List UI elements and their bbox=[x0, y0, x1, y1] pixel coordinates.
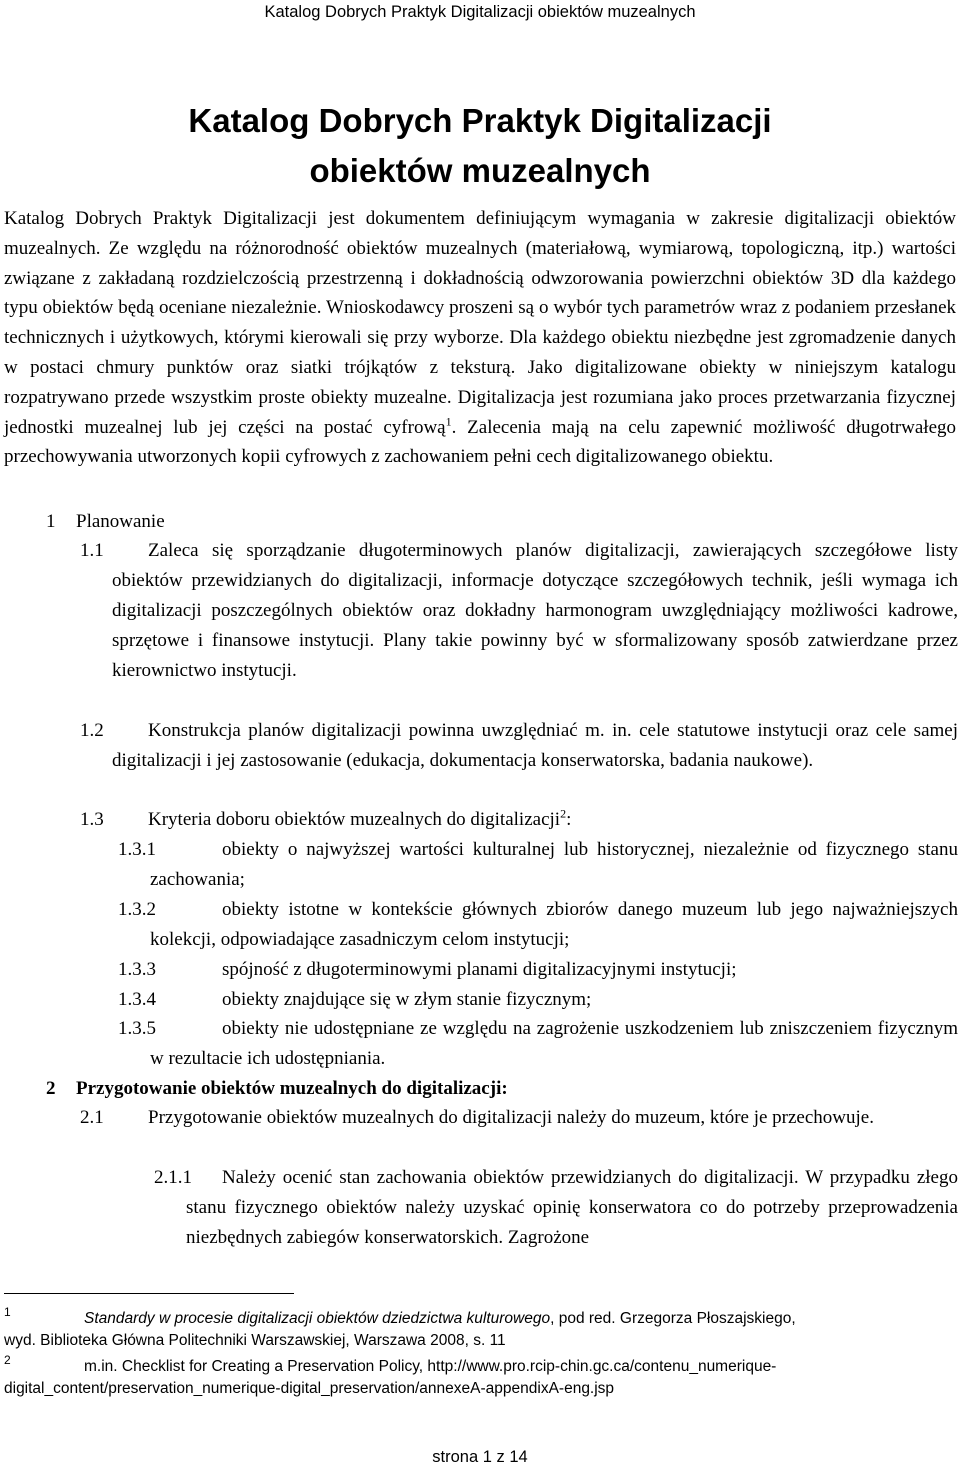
footnote-2 bbox=[4, 1353, 956, 1400]
footnote-1 bbox=[4, 1305, 956, 1352]
list-item-1-1 bbox=[80, 536, 958, 686]
section-number: 2 bbox=[46, 1078, 56, 1099]
footnote-separator bbox=[4, 1293, 294, 1294]
item-number: 1.3.2 bbox=[118, 899, 156, 920]
item-text: obiekty o najwyższej wartości kulturalnej lub historycznej, niezależnie od fizycznego stanu zachowania; bbox=[150, 839, 958, 890]
section-title: Planowanie bbox=[76, 511, 165, 532]
section-heading-1 bbox=[46, 507, 165, 537]
running-header: Katalog Dobrych Praktyk Digitalizacji obiektów muzealnych bbox=[264, 3, 696, 21]
footnote-ref-2[interactable]: 2 bbox=[560, 806, 567, 821]
list-item-1-3-5 bbox=[118, 1014, 958, 1074]
intro-text-part-2: . Zalecenia mają na celu zapewnić możliwość długotrwałego przechowywania utworzonych kopii cyfrowych z zachowaniem pełni cech digitalizowanego obiektu. bbox=[4, 416, 956, 468]
list-item-1-2 bbox=[80, 716, 958, 776]
item-text: obiekty znajdujące się w złym stanie fizycznym; bbox=[222, 989, 592, 1010]
item-number: 2.1 bbox=[80, 1107, 104, 1128]
list-item-2-1-1 bbox=[154, 1163, 958, 1253]
footnote-rest: , pod red. Grzegorza Płoszajskiego, bbox=[550, 1310, 796, 1327]
item-text: Zaleca się sporządzanie długoterminowych planów digitalizacji, zawierających szczegółowe listy obiektów przewidzianych do digitalizacji, informacje dotyczące szczegółowych technik, jeśli wymaga ich digitalizacji poszczególnych obiektów oraz dokładny harmonogram uwzględniający możliwości kadrowe, sprzętowe i finansowe instytucji. Plany takie powinny być w sformalizowany sposób zatwierdzane przez kierownictwo instytucji. bbox=[112, 540, 958, 681]
list-item-1-3 bbox=[80, 805, 958, 835]
item-text: Konstrukcja planów digitalizacji powinna uwzględniać m. in. cele statutowe instytucji oraz cele samej digitalizacji i jej zastosowanie (edukacja, dokumentacja konserwatorska, badania naukowe). bbox=[112, 720, 958, 771]
document-title bbox=[0, 96, 960, 196]
list-item-1-3-3 bbox=[118, 955, 958, 985]
item-number: 1.3 bbox=[80, 809, 104, 830]
document-title-line-2: obiektów muzealnych bbox=[309, 152, 651, 189]
item-number: 1.3.4 bbox=[118, 989, 156, 1010]
item-text-tail: : bbox=[566, 809, 572, 830]
footnote-line-2: digital_content/preservation_numerique-digital_preservation/annexeA-appendixA-eng.jsp bbox=[4, 1380, 615, 1397]
footnote-line-1 bbox=[4, 1308, 956, 1330]
item-text: Należy ocenić stan zachowania obiektów przewidzianych do digitalizacji. W przypadku złego stanu fizycznego obiektów należy uzyskać opinię konserwatora co do potrzeby przeprowadzenia niezbędnych zabiegów konserwatorskich. Zagrożone bbox=[186, 1167, 958, 1248]
intro-paragraph bbox=[4, 204, 956, 472]
item-number: 1.3.3 bbox=[118, 959, 156, 980]
section-title: Przygotowanie obiektów muzealnych do digitalizacji: bbox=[76, 1078, 508, 1099]
footnote-cited-title: Standardy w procesie digitalizacji obiektów dziedzictwa kulturowego bbox=[84, 1310, 551, 1327]
list-item-1-3-1 bbox=[118, 835, 958, 895]
document-title-line-1: Katalog Dobrych Praktyk Digitalizacji bbox=[188, 102, 772, 139]
footnote-ref-1[interactable]: 1 bbox=[445, 414, 452, 429]
item-number: 1.3.1 bbox=[118, 839, 156, 860]
item-text: obiekty istotne w kontekście głównych zbiorów danego muzeum lub jego najważniejszych kolekcji, odpowiadające zasadniczym celom instytucji; bbox=[150, 899, 958, 950]
section-number: 1 bbox=[46, 511, 56, 532]
item-number: 1.2 bbox=[80, 720, 104, 741]
footnote-mark: 1 bbox=[4, 1305, 11, 1319]
list-item-2-1 bbox=[80, 1103, 958, 1133]
item-number: 1.1 bbox=[80, 540, 104, 561]
item-text: Przygotowanie obiektów muzealnych do digitalizacji należy do muzeum, które je przechowuje. bbox=[148, 1107, 874, 1128]
item-text: Kryteria doboru obiektów muzealnych do digitalizacji bbox=[148, 809, 561, 830]
item-number: 1.3.5 bbox=[118, 1018, 156, 1039]
item-number: 2.1.1 bbox=[154, 1167, 192, 1188]
item-text: spójność z długoterminowymi planami digitalizacyjnymi instytucji; bbox=[222, 959, 737, 980]
footnote-line-1: m.in. Checklist for Creating a Preservation Policy, http://www.pro.rcip-chin.gc.ca/contenu_numerique- bbox=[84, 1358, 777, 1375]
footnote-line-2: wyd. Biblioteka Główna Politechniki Warszawskiej, Warszawa 2008, s. 11 bbox=[4, 1332, 506, 1349]
footnote-mark: 2 bbox=[4, 1353, 11, 1367]
list-item-1-3-2 bbox=[118, 895, 958, 955]
section-heading-2 bbox=[46, 1074, 508, 1104]
item-text: obiekty nie udostępniane ze względu na zagrożenie uszkodzeniem lub zniszczeniem fizycznym w rezultacie ich udostępniania. bbox=[150, 1018, 958, 1069]
intro-text-part-1: Katalog Dobrych Praktyk Digitalizacji jest dokumentem definiującym wymagania w zakresie digitalizacji obiektów muzealnych. Ze względu na różnorodność obiektów muzealnych (materiałową, wymiarową, topologiczną, itp.) wartości związane z zakładaną rozdzielczością przestrzenną i dokładnością odwzorowania powierzchni obiektów 3D dla każdego typu obiektów będą oceniane niezależnie. Wnioskodawcy proszeni są o wybór tych parametrów wraz z podaniem przesłanek technicznych i użytkowych, którymi kierowali się przy wyborze. Dla każdego obiektu niezbędne jest zgromadzenie danych w postaci chmury punktów oraz siatki trójkątów z teksturą. Jako digitalizowane obiekty w niniejszym katalogu rozpatrywano przede wszystkim proste obiekty muzealne. Digitalizacja jest rozumiana jako proces przetwarzania fizycznej jednostki muzealnej lub jej części na postać cyfrową bbox=[4, 208, 956, 438]
page-number: strona 1 z 14 bbox=[432, 1448, 528, 1466]
list-item-1-3-4 bbox=[118, 985, 958, 1015]
